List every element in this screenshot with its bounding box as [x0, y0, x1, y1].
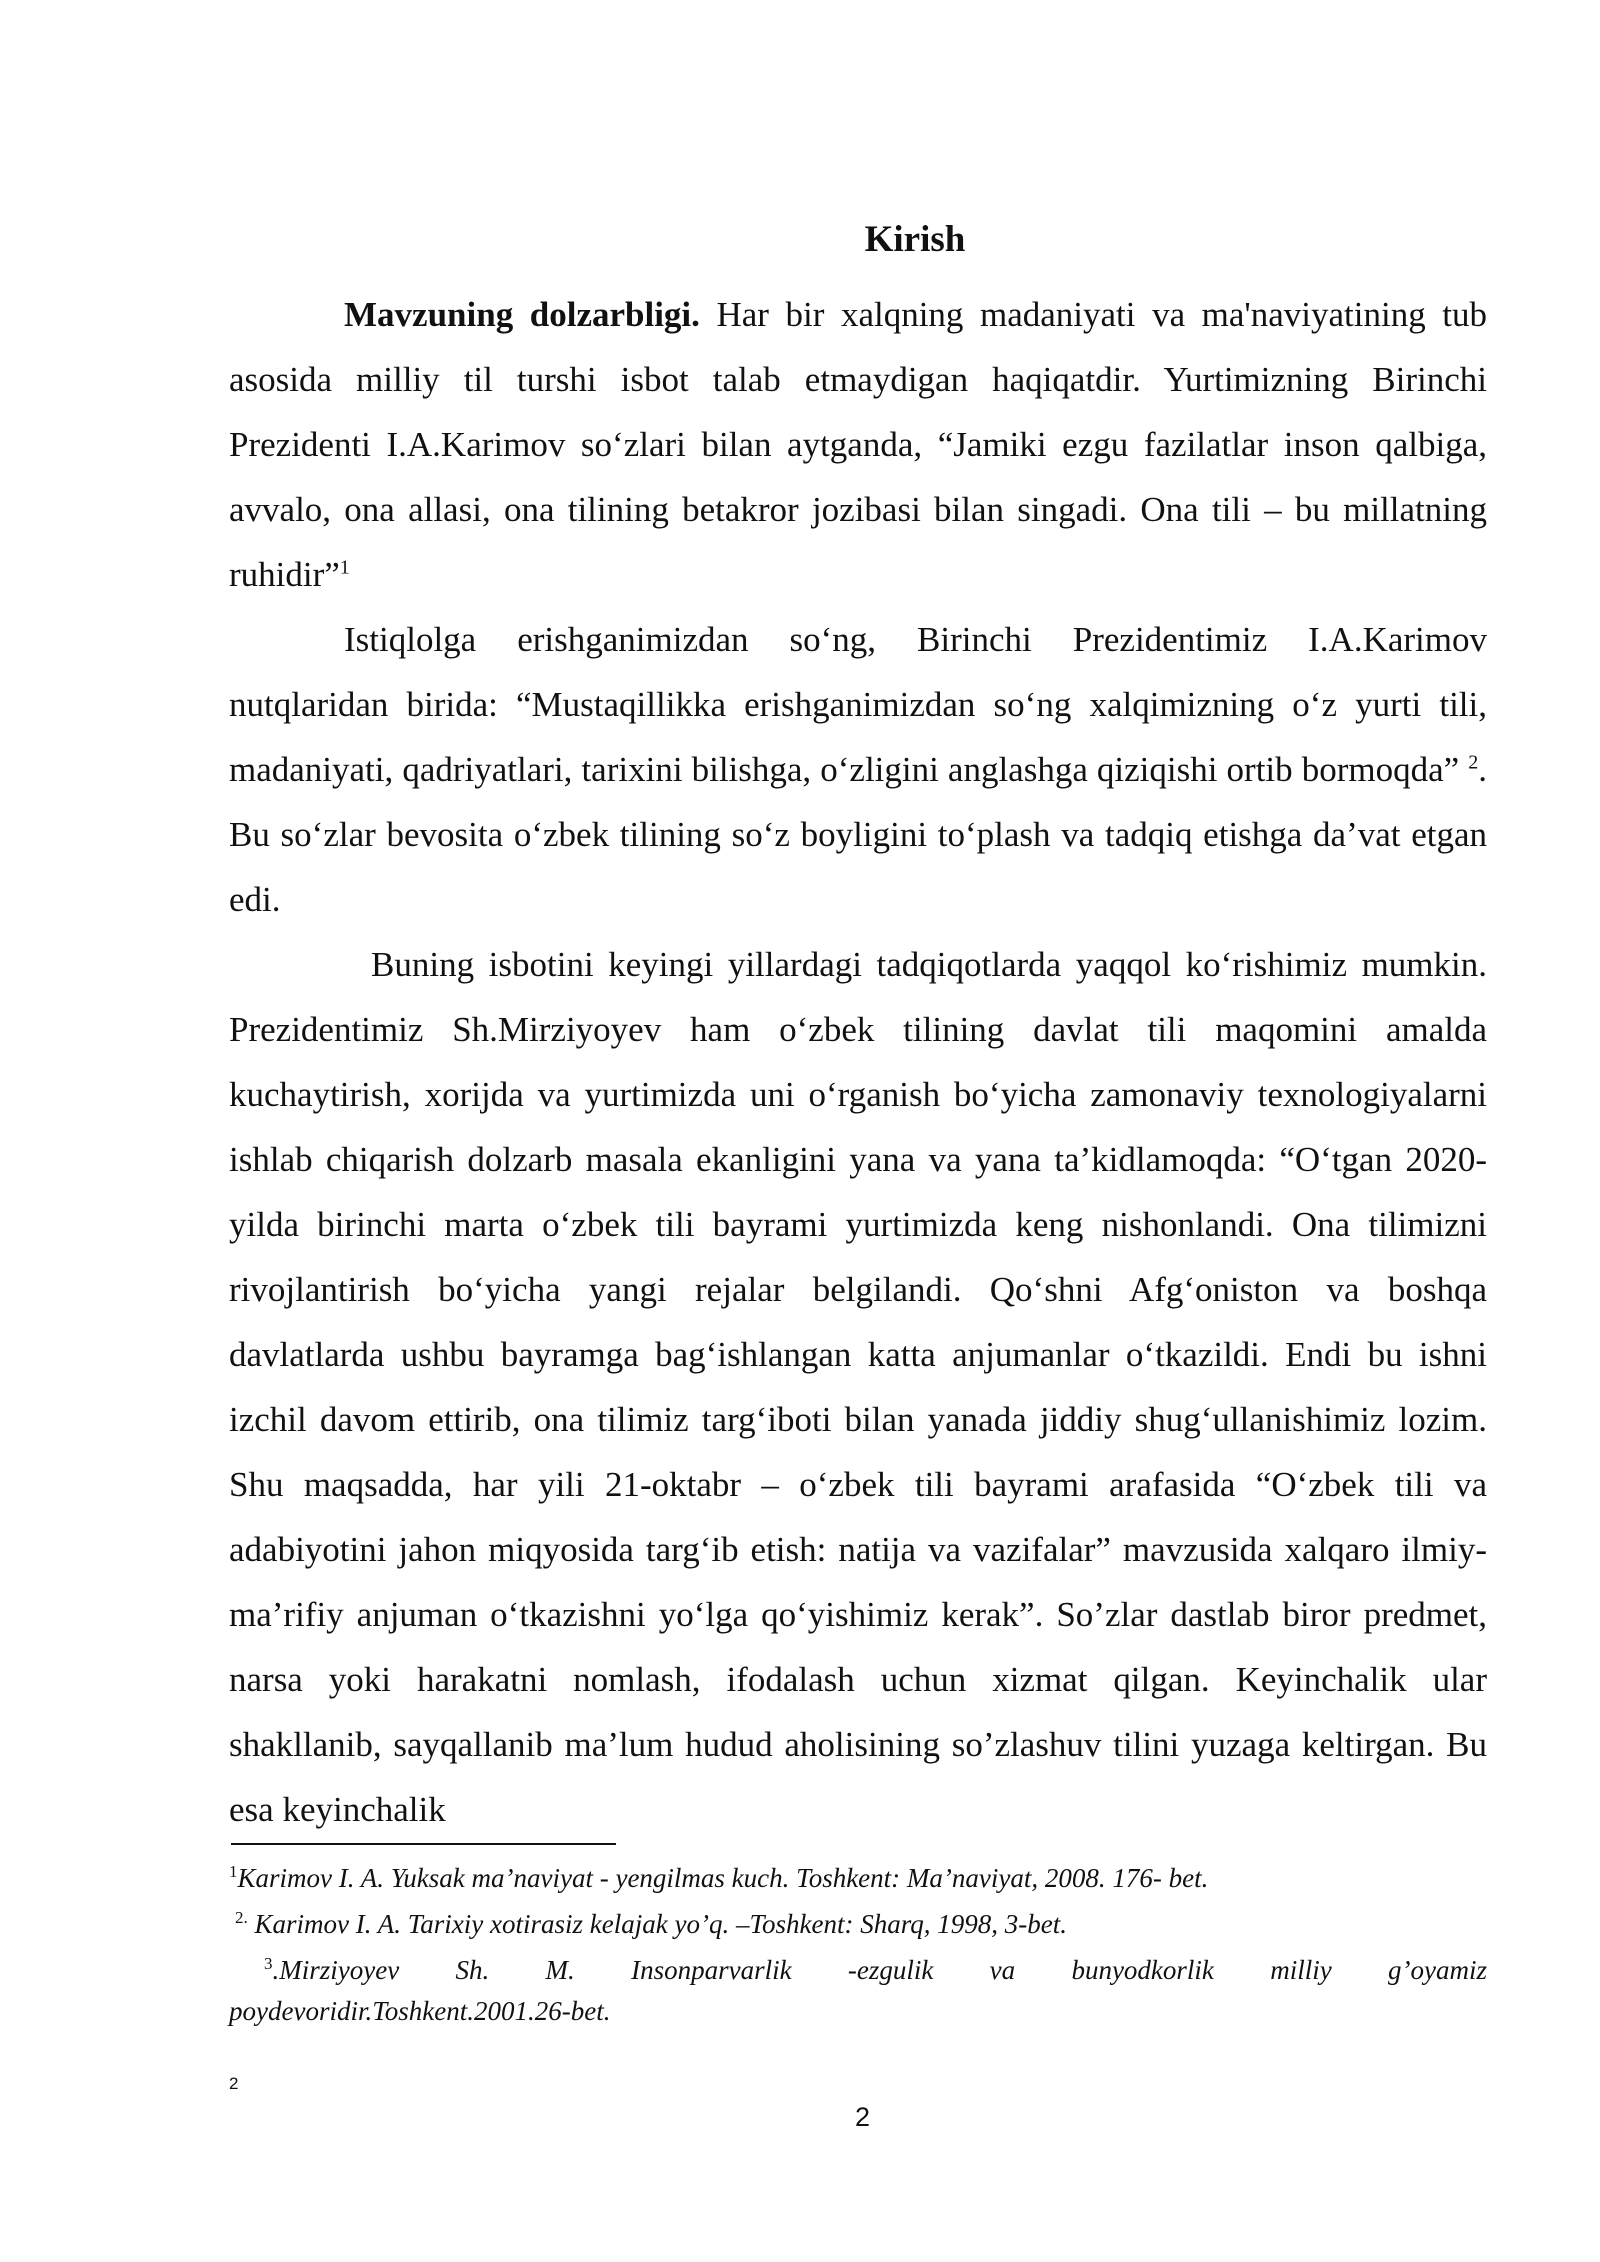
- paragraph-independence: [229, 607, 1487, 932]
- paragraph-text: Buning isbotini keyingi yillardagi tadqiqotlarda yaqqol ko‘rishimiz mumkin. Prezidentimiz Sh.Mirziyoyev ham o‘zbek tilining davlat tili maqomini amalda kuchaytirish, xorijda va yurtimizda uni o‘rganish bo‘yicha zamonaviy texnologiyalarni ishlab chiqarish dolzarb masala ekanligini yana va yana ta’kidlamoqda: “O‘tgan 2020-yilda birinchi marta o‘zbek tili bayrami yurtimizda keng nishonlandi. Ona tilimizni rivojlantirish bo‘yicha yangi rejalar belgilandi. Qo‘shni Afg‘oniston va boshqa davlatlarda ushbu bayramga bag‘ishlangan katta anjumanlar o‘tkazildi. Endi bu ishni izchil davom ettirib, ona tilimiz targ‘iboti bilan yanada jiddiy shug‘ullanishimiz lozim. Shu maqsadda, har yili 21-oktabr – o‘zbek tili bayrami arafasida “O‘zbek tili va adabiyotini jahon miqyosida targ‘ib etish: natija va vazifalar” mavzusida xalqaro ilmiy-ma’rifiy anjuman o‘tkazishni yo‘lga qo‘yishimiz kerak”. So’zlar dastlab biror predmet, narsa yoki harakatni nomlash, ifodalash uchun xizmat qilgan. Keyinchalik ular shakllanib, sayqallanib ma’lum hudud aholisining so’zlashuv tilini yuzaga keltirgan. Bu esa keyinchalik: [229, 945, 1487, 1829]
- footnote-marker: 1: [229, 1862, 238, 1881]
- footnote-separator: [231, 1843, 616, 1845]
- footnote-1: [229, 1858, 1487, 1899]
- paragraph-relevance: [229, 282, 1487, 607]
- paragraph-text: Har bir xalqning madaniyati va ma'naviyatining tub asosida milliy til turshi isbot talab etmaydigan haqiqatdir. Yurtimizning Birinchi Prezidenti I.A.Karimov so‘zlari bilan aytganda, “Jamiki ezgu fazilatlar inson qalbiga, avvalo, ona allasi, ona tilining betakror jozibasi bilan singadi. Ona tili – bu millatning ruhidir”: [229, 295, 1487, 594]
- footnote-marker: 2.: [235, 1908, 248, 1927]
- footnote-ref-1: 1: [339, 556, 350, 579]
- footnote-3: [229, 1950, 1487, 1991]
- page-number: 2: [854, 2102, 871, 2132]
- paragraph-lead: Mavzuning dolzarbligi.: [344, 295, 700, 334]
- footnote-text: .Mirziyoyev Sh. M. Insonparvarlik -ezgulik va bunyodkorlik milliy g’oyamiz: [272, 1955, 1487, 1985]
- footnote-marker: 3: [264, 1954, 273, 1973]
- footnote-3-continuation: poydevoridir.Toshkent.2001.26-bet.: [229, 1996, 611, 2026]
- paragraph-research: [229, 932, 1487, 1842]
- paragraph-text: Istiqlolga erishganimizdan so‘ng, Birinchi Prezidentimiz I.A.Karimov nutqlaridan birida: “Mustaqillikka erishganimizdan so‘ng xalqimizning o‘z yurti tili, madaniyati, qadriyatlari, tarixini bilishga, o‘zligini anglashga qiziqishi ortib bormoqda”: [229, 620, 1487, 789]
- section-heading: Kirish: [864, 219, 966, 260]
- body-text: [229, 282, 1487, 1842]
- paragraph-text: . Bu so‘zlar bevosita o‘zbek tilining so‘z boyligini to‘plash va tadqiq etishga da’vat etgan edi.: [229, 750, 1487, 919]
- footnote-text: Karimov I. A. Yuksak ma’naviyat - yengilmas kuch. Toshkent: Ma’naviyat, 2008. 176- bet.: [237, 1863, 1209, 1893]
- footnotes: [229, 1858, 1487, 2037]
- footnote-2: [229, 1904, 1487, 1945]
- footnote-ref-2: 2: [1468, 751, 1479, 774]
- stray-footnote-mark: 2: [229, 2074, 239, 2093]
- footnote-text: Karimov I. A. Tarixiy xotirasiz kelajak yo’q. –Toshkent: Sharq, 1998, 3-bet.: [247, 1909, 1067, 1939]
